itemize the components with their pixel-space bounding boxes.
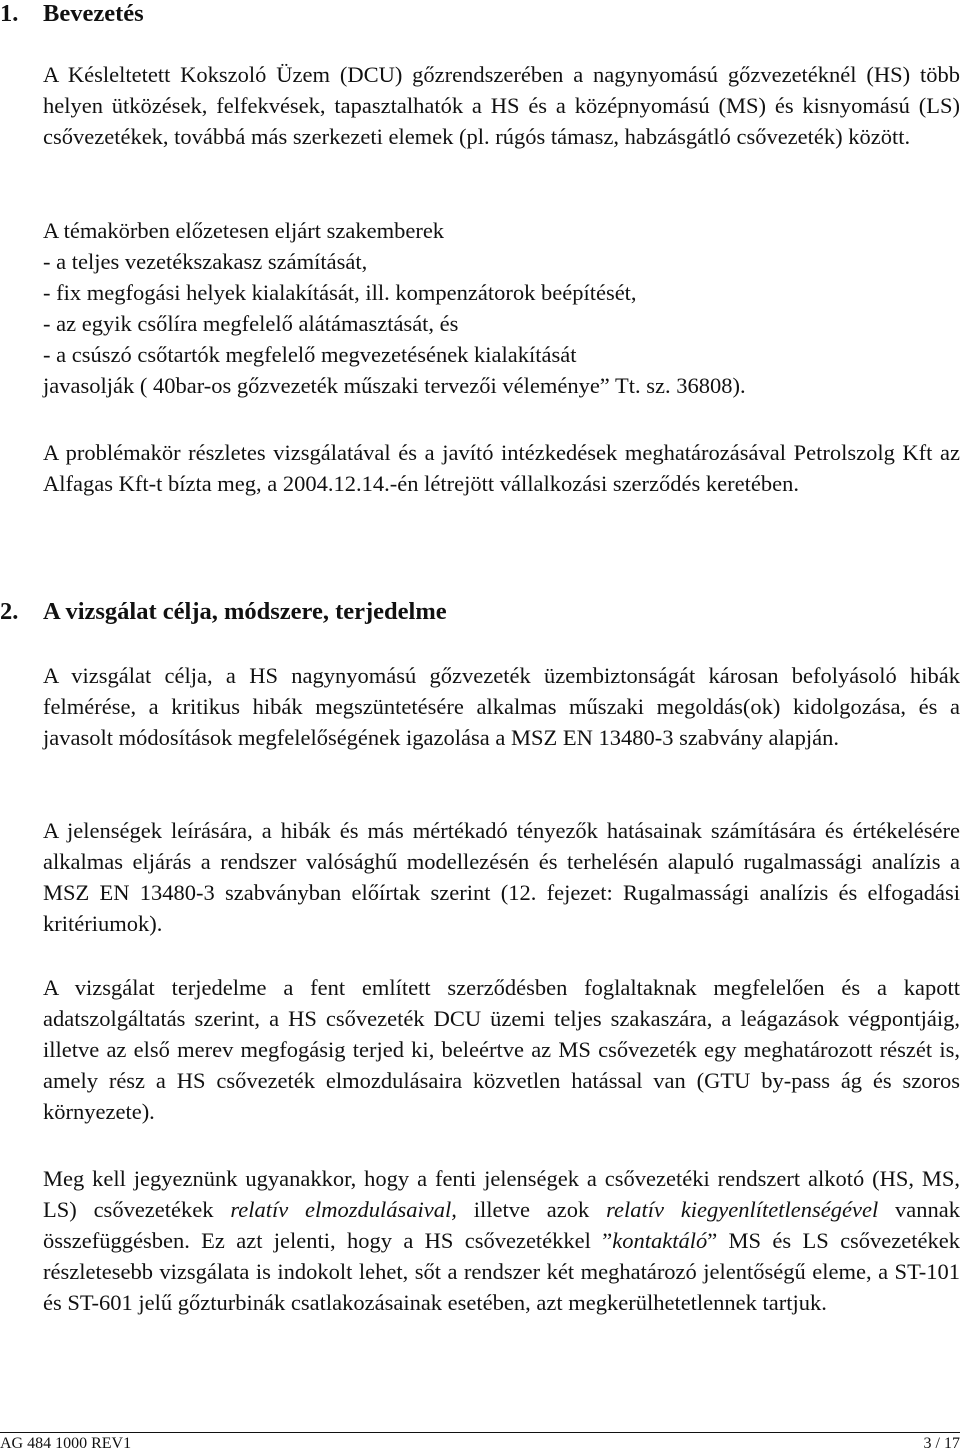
- list-line: - a csúszó csőtartók megfelelő megvezetésének kialakítását: [43, 341, 577, 367]
- list-line: A témakörben előzetesen eljárt szakemberek: [43, 218, 445, 243]
- italic-term-relative-displacement: relatív elmozdulásaival,: [230, 1196, 457, 1222]
- italic-term-contacting: kontaktáló: [612, 1227, 708, 1253]
- list-line: javasolják ( 40bar-os gőzvezeték műszaki tervezői véleménye” Tt. sz. 36808).: [43, 372, 746, 398]
- footer-document-id: AG 484 1000 REV1: [0, 1435, 132, 1452]
- section-1-paragraph-2: [43, 216, 960, 401]
- paragraph-text: vannak összefüggésben. Ez azt jelenti, hogy a HS csővezetékkel ”: [43, 1196, 960, 1253]
- section-1-heading: [0, 0, 144, 28]
- section-1-paragraph-1: A Késleltetett Kokszoló Üzem (DCU) gőzrendszerében a nagynyomású gőzvezetéknél (HS) több helyen ütközések, felfekvések, tapasztalhatók a HS és a középnyomású (MS) és kisnyomású (LS) csővezetékek, továbbá más szerkezeti elemek (pl. rúgós támasz, habzásgátló csővezeték) között.: [43, 62, 960, 149]
- section-2-number: 2.: [0, 598, 19, 625]
- section-2-paragraph-1: A vizsgálat célja, a HS nagynyomású gőzvezeték üzembiztonságát károsan befolyásoló hibák felmérése, a kritikus hibák megszüntetésére alkalmas műszaki megoldás(ok) kidolgozása, és a javasolt módosítások megfelelőségének igazolása a MSZ EN 13480-3 szabvány alapján.: [43, 663, 960, 750]
- page-footer: [0, 1432, 960, 1452]
- section-1-number: 1.: [0, 0, 19, 27]
- section-1-paragraph-3: A problémakör részletes vizsgálatával és a javító intézkedések meghatározásával Petrolszolg Kft az Alfagas Kft-t bízta meg, a 2004.12.14.-én létrejött vállalkozási szerződés keretében.: [43, 440, 960, 496]
- section-1-title: Bevezetés: [43, 0, 144, 27]
- section-2-paragraph-2: A jelenségek leírására, a hibák és más mértékadó tényezők hatásainak számítására és értékelésére alkalmas eljárás a rendszer valósághű modellezésén és terhelésén alapuló rugalmassági analízis a MSZ EN 13480-3 szabványban előírtak szerint (12. fejezet: Rugalmassági analízis és elfogadási kritériumok).: [43, 818, 960, 936]
- paragraph-text: illetve azok: [456, 1196, 607, 1222]
- list-line: - az egyik csőlíra megfelelő alátámasztását, és: [43, 310, 459, 336]
- paragraph-text: Meg kell jegyeznünk ugyanakkor, hogy a fenti jelenségek a csővezetéki rendszert alkotó (HS, MS, LS) csővezetékek: [43, 1166, 960, 1222]
- section-2-heading: [0, 598, 447, 626]
- footer-page-number: 3 / 17: [923, 1435, 960, 1452]
- list-line: - a teljes vezetékszakasz számítását,: [43, 248, 368, 274]
- section-2-title: A vizsgálat célja, módszere, terjedelme: [43, 598, 447, 625]
- section-2-paragraph-4: [43, 1164, 960, 1319]
- section-2-paragraph-3: A vizsgálat terjedelme a fent említett szerződésben foglaltaknak megfelelően és a kapott adatszolgáltatás szerint, a HS csővezeték DCU üzemi teljes szakaszára, a leágazások végpontjáig, illetve az első merev megfogásig terjed ki, beleértve az MS csővezeték egy meghatározott részét is, amely rész a HS csővezeték elmozdulásaira közvetlen hatással van (GTU by-pass ág és szoros környezete).: [43, 975, 960, 1124]
- list-line: - fix megfogási helyek kialakítását, ill. kompenzátorok beépítését,: [43, 279, 637, 305]
- paragraph-text: ” MS és LS csővezetékek részletesebb vizsgálata is indokolt lehet, sőt a rendszer két meghatározó jelentőségű eleme, a ST-101 és ST-601 jelű gőzturbinák csatlakozásainak esetében, azt megkerülhetetlennek tartjuk.: [43, 1227, 960, 1315]
- italic-term-relative-imbalance: relatív kiegyenlítetlenségével: [606, 1196, 879, 1222]
